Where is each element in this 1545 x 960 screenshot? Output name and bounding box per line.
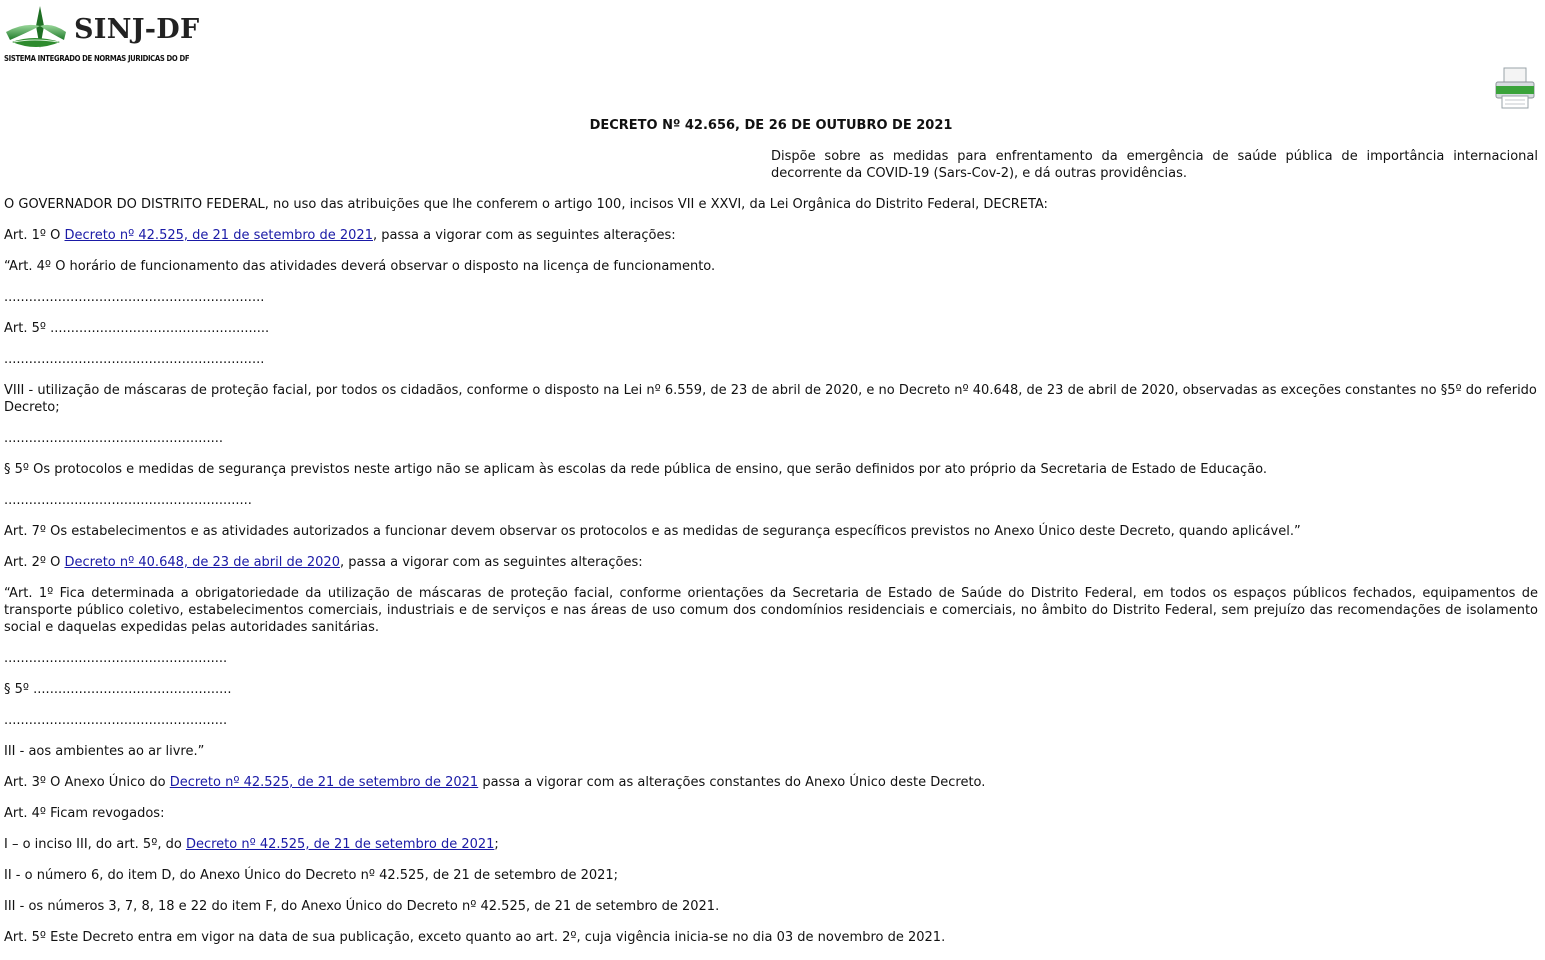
paragraph: “Art. 1º Fica determinada a obrigatoriedade da utilização de máscaras de proteção facial, conforme orientações da Secretaria de Estado de Saúde do Distrito Federal, em todos os espaços públicos fechados, equipamentos de transporte público coletivo, estabelecimentos comerciais, industriais e de serviços e nas áreas de uso comum dos condomínios residenciais e comerciais, no âmbito do Distrito Federal, sem prejuízo das recomendações de isolamento social e daquelas expedidas pelas autoridades sanitárias. bbox=[4, 586, 1538, 635]
decree-title: DECRETO Nº 42.656, DE 26 DE OUTUBRO DE 2021 bbox=[589, 118, 953, 133]
article-5: Art. 5º Este Decreto entra em vigor na data de sua publicação, exceto quanto ao art. 2º, cuja vigência inicia-se no dia 03 de novembro de 2021. bbox=[4, 930, 946, 945]
ellipsis-line: ............................................................ bbox=[4, 493, 252, 508]
paragraph: § 5º ................................................ bbox=[4, 682, 232, 697]
article-4: Art. 4º Ficam revogados: bbox=[4, 806, 165, 821]
print-button[interactable] bbox=[1492, 66, 1538, 112]
logo-name: SINJ-DF bbox=[74, 14, 200, 45]
decree-42525-link[interactable]: Decreto nº 42.525, de 21 de setembro de 2021 bbox=[185, 837, 495, 852]
paragraph: Art. 7º Os estabelecimentos e as atividades autorizados a funcionar devem observar os protocolos e as medidas de segurança específicos previstos no Anexo Único deste Decreto, quando aplicável.” bbox=[4, 524, 1301, 539]
logo-emblem-icon bbox=[4, 4, 68, 54]
ellipsis-line: ..................................................... bbox=[4, 431, 224, 446]
ellipsis-line: ............................................................... bbox=[4, 290, 265, 305]
sinj-df-logo[interactable] bbox=[4, 4, 204, 66]
paragraph: § 5º Os protocolos e medidas de segurança previstos neste artigo não se aplicam às escolas da rede pública de ensino, que serão definidos por ato próprio da Secretaria de Estado de Educação. bbox=[4, 462, 1268, 477]
page-header bbox=[0, 0, 1545, 115]
article-3: Art. 3º O Anexo Único do Decreto nº 42.525, de 21 de setembro de 2021 passa a vigorar com as alterações constantes do Anexo Único deste Decreto. bbox=[4, 775, 986, 790]
printer-icon bbox=[1492, 66, 1538, 112]
article-2: Art. 2º O Decreto nº 40.648, de 23 de abril de 2020, passa a vigorar com as seguintes alterações: bbox=[4, 555, 643, 570]
decree-42525-link[interactable]: Decreto nº 42.525, de 21 de setembro de 2021 bbox=[169, 775, 479, 790]
paragraph: III - aos ambientes ao ar livre.” bbox=[4, 744, 205, 759]
paragraph: III - os números 3, 7, 8, 18 e 22 do item F, do Anexo Único do Decreto nº 42.525, de 21 de setembro de 2021. bbox=[4, 899, 720, 914]
decree-40648-link[interactable]: Decreto nº 40.648, de 23 de abril de 2020 bbox=[64, 555, 340, 570]
decree-document bbox=[4, 117, 1538, 960]
paragraph: Art. 5º ..................................................... bbox=[4, 321, 270, 336]
article-1: Art. 1º O Decreto nº 42.525, de 21 de setembro de 2021, passa a vigorar com as seguintes alterações: bbox=[4, 228, 676, 243]
paragraph: “Art. 4º O horário de funcionamento das atividades deverá observar o disposto na licença de funcionamento. bbox=[4, 259, 716, 274]
paragraph: II - o número 6, do item D, do Anexo Único do Decreto nº 42.525, de 21 de setembro de 2021; bbox=[4, 868, 619, 883]
paragraph: I – o inciso III, do art. 5º, do Decreto nº 42.525, de 21 de setembro de 2021; bbox=[4, 837, 499, 852]
decree-42525-link[interactable]: Decreto nº 42.525, de 21 de setembro de 2021 bbox=[64, 228, 373, 243]
ellipsis-line: ............................................................... bbox=[4, 352, 265, 367]
ellipsis-line: ...................................................... bbox=[4, 651, 228, 666]
preamble: O GOVERNADOR DO DISTRITO FEDERAL, no uso das atribuições que lhe conferem o artigo 100, incisos VII e XXVI, da Lei Orgânica do Distrito Federal, DECRETA: bbox=[4, 197, 1048, 212]
logo-subtitle: SISTEMA INTEGRADO DE NORMAS JURIDICAS DO DF bbox=[4, 54, 190, 63]
paragraph: VIII - utilização de máscaras de proteção facial, por todos os cidadãos, conforme o disposto na Lei nº 6.559, de 23 de abril de 2020, e no Decreto nº 40.648, de 23 de abril de 2020, observadas as exceções constantes no §5º do referido Decreto; bbox=[4, 383, 1537, 415]
decree-summary: Dispõe sobre as medidas para enfrentamento da emergência de saúde pública de importância internacional decorrente da COVID-19 (Sars-Cov-2), e dá outras providências. bbox=[771, 149, 1538, 181]
ellipsis-line: ...................................................... bbox=[4, 713, 228, 728]
